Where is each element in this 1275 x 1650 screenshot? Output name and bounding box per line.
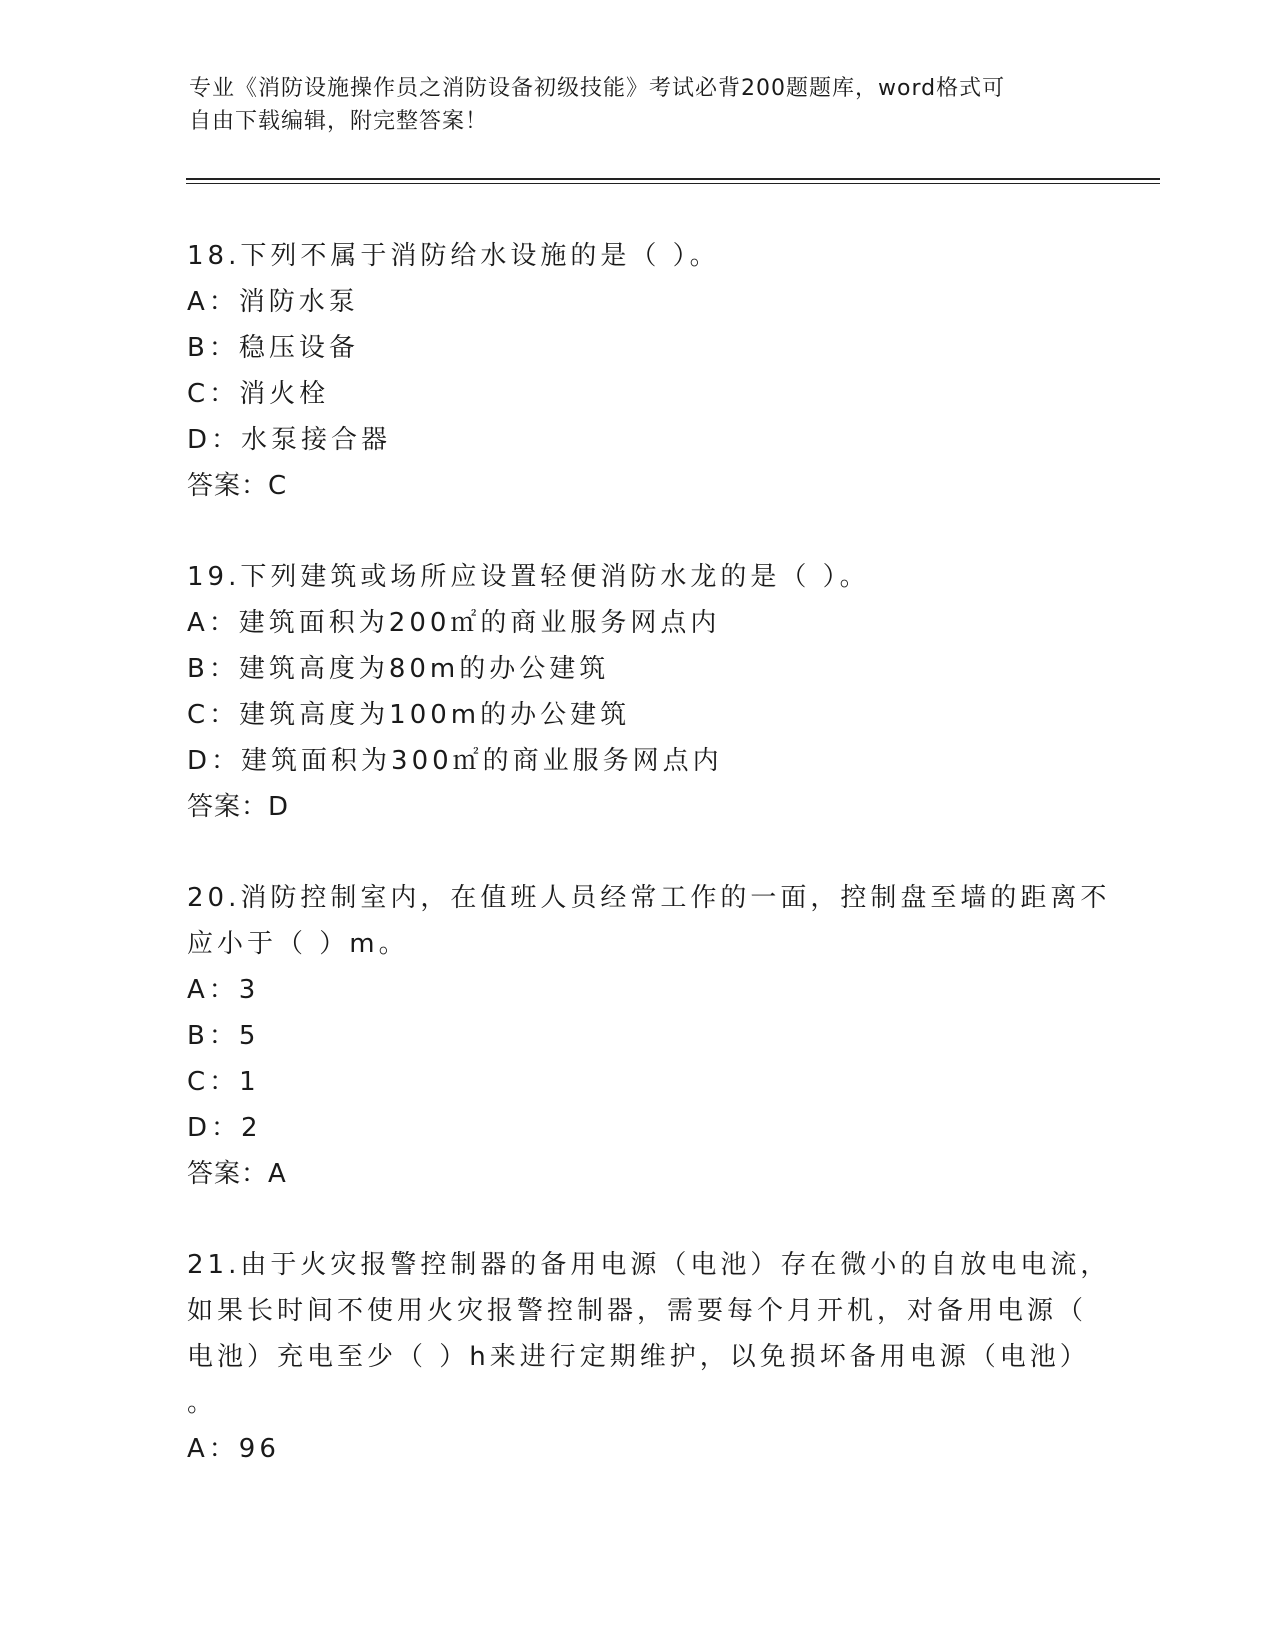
option-a: A：96 — [187, 1434, 280, 1464]
option-c: C：1 — [187, 1067, 260, 1097]
question-stem-line: 应小于（ ）m。 — [187, 929, 409, 959]
option-b: B：建筑高度为80m的办公建筑 — [187, 654, 610, 684]
option-d: D：建筑面积为300㎡的商业服务网点内 — [187, 746, 723, 776]
question-stem — [187, 1242, 1111, 1426]
question-20 — [187, 875, 1111, 1197]
option-a: A：3 — [187, 975, 260, 1005]
question-stem-line: 19.下列建筑或场所应设置轻便消防水龙的是（ ）。 — [187, 562, 870, 592]
question-stem-line: 电池）充电至少（ ）h来进行定期维护，以免损坏备用电源（电池） — [187, 1342, 1090, 1372]
question-stem — [187, 554, 1087, 600]
answer-line: 答案：C — [187, 471, 288, 501]
option-d: D：2 — [187, 1113, 262, 1143]
question-19 — [187, 554, 1087, 830]
question-stem-line: 。 — [187, 1388, 218, 1418]
question-21 — [187, 1242, 1111, 1472]
question-list — [187, 233, 1111, 1517]
header-line-2: 自由下载编辑，附完整答案！ — [189, 109, 489, 134]
option-b: B：稳压设备 — [187, 333, 359, 363]
document-header — [189, 72, 1089, 138]
question-stem-line: 如果长时间不使用火灾报警控制器，需要每个月开机，对备用电源（ — [187, 1296, 1088, 1326]
question-stem-line: 20.消防控制室内，在值班人员经常工作的一面，控制盘至墙的距离不 — [187, 883, 1111, 913]
header-line-1: 专业《消防设施操作员之消防设备初级技能》考试必背200题题库，word格式可 — [189, 76, 1006, 101]
option-a: A：建筑面积为200㎡的商业服务网点内 — [187, 608, 721, 638]
answer-line: 答案：A — [187, 1159, 287, 1189]
question-stem-line: 18.下列不属于消防给水设施的是（ ）。 — [187, 241, 720, 271]
option-d: D：水泵接合器 — [187, 425, 392, 455]
option-c: C：消火栓 — [187, 379, 330, 409]
answer-line: 答案：D — [187, 792, 290, 822]
question-stem — [187, 875, 1111, 967]
question-stem-line: 21.由于火灾报警控制器的备用电源（电池）存在微小的自放电电流， — [187, 1250, 1111, 1280]
option-a: A：消防水泵 — [187, 287, 359, 317]
option-b: B：5 — [187, 1021, 260, 1051]
option-c: C：建筑高度为100m的办公建筑 — [187, 700, 631, 730]
header-divider-thick — [186, 178, 1160, 180]
question-stem — [187, 233, 1087, 279]
question-18 — [187, 233, 1087, 509]
header-divider-thin — [186, 183, 1160, 184]
